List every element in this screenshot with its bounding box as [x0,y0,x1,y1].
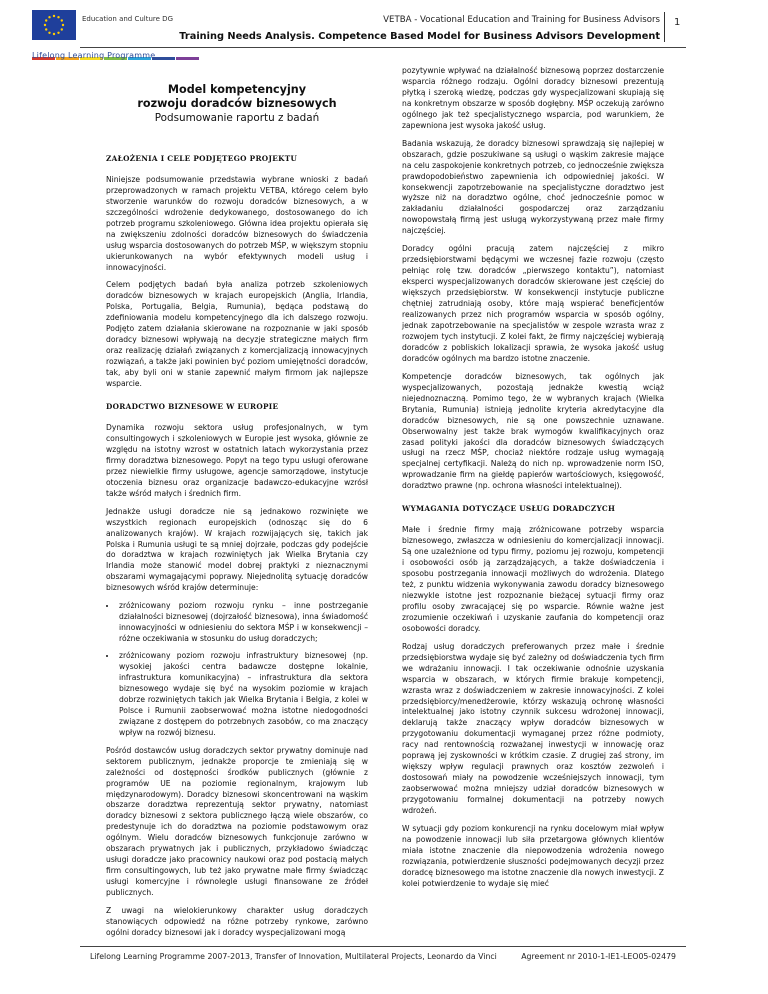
paragraph: Rodzaj usług doradczych preferowanych przez małe i średnie przedsiębiorstwa wydaje się być zależny od doświadczenia tych firm we wdrażaniu innowacji. I tak oczekiwanie odnośnie uzyskania wsparcia w obszarach, w których firmie brakuje kompetencji, wzrasta wraz z doświadczeniem w zakresie innowacyjności. Z kolei przedsiębiorcy/menedżerowie, którzy wskazują ochronę własności intelektualnej jako istotny czynnik sukcesu wdrożonej innowacji, deklarują także znaczący wpływ doradców biznesowych w przygotowaniu dokumentacji wymaganej przez różne podmioty, racy nad rentownością rozważanej inwestycji w innowację oraz poprawą jej zyskowności w krótkim czasie. Z drugiej zaś strony, im większy wpływ regulacji prawnych oraz kosztów zezwoleń i dostosowań miały na powodzenie wcześniejszych innowacji, tym zaobserwować można mniejszy udział doradców biznesowych w przygotowaniu formalnej dokumentacji na potrzeby nowych wdrożeń. [402,641,664,816]
footer-agreement: Agreement nr 2010-1-IE1-LEO05-02479 [521,952,676,961]
eu-star-icon [48,16,50,18]
header-separator [664,12,665,42]
paragraph: Badania wskazują, że doradcy biznesowi sprawdzają się najlepiej w obszarach, gdzie poszukiwane są usługi o wąskim zakresie mające na celu zaspokojenie konkretnych potrzeb, co jednocześnie zwiększa prawdopodobieństwo zapewnienia ich odpowiedniej jakości. W konsekwencji zapotrzebowanie na specjalistyczne doradztwo jest wyższe niż na doradztwo ogólne, choć jednocześnie pomoc w zakładaniu działalności gospodarczej oraz zarządzaniu nowopowstałą firmą jest usługą wykorzystywaną przez małe firmy najczęściej. [402,138,664,236]
paragraph: W sytuacji gdy poziom konkurencji na rynku docelowym miał wpływ na powodzenie innowacji lub siła przetargowa głównych klientów miała istotne znaczenie dla niepowodzenia wdrożenia nowego rozwiązania, potwierdzenie słuszności podejmowanych decyzji przez doradcę biznesowego ma istotne znaczenie dla nowych inwestycji. Z kolei potwierdzenie to wydaje się mieć [402,824,664,888]
footer-programme: Lifelong Learning Programme 2007-2013, Transfer of Innovation, Multilateral Projects, Leonardo da Vinci [90,952,497,961]
paragraph: Kompetencje doradców biznesowych, tak ogólnych jak wyspecjalizowanych, pozostają jednakże kwestią wciąż niejednoznaczną. Pomimo tego, że w wybranych krajach (Wielka Brytania, Rumunia) istnieją jednolite kryteria akredytacyjne dla doradców biznesowych, nie są one powszechnie uznawane. Obserwowalny jest także brak wymogów kwalifikacyjnych oraz zasad polityki jakości dla doradców biznesowych świadczących usługi na rzecz MŚP, chociaż niektóre rodzaje usług wymagają specjalnej certyfikacji. Należą do nich np. wprowadzenie norm ISO, wprowadzanie firm na giełdę papierów wartościowych, księgowość, doradztwo prawne (np. ochrona własności intelektualnej). [402,371,664,491]
report-subtitle: Podsumowanie raportu z badań [154,112,320,124]
eu-star-icon [57,16,59,18]
section-heading-europe: DORADCTWO BIZNESOWE W EUROPIE [106,402,279,412]
programme-logo-text: Lifelong Learning Programme [32,51,156,60]
paragraph: pozytywnie wpływać na działalność biznesową poprzez dostarczenie wsparcia różnego rodzaju. Ogólni doradcy biznesowi prezentują płytką i szeroką wiedzę, podczas gdy wyspecjalizowani skupiają się na konkretnym obszarze w sposób dogłębny. MŚP oczekują zarówno ogólnego jak też specjalistycznego wsparcia, pod warunkiem, że zapewniona jest wysoka jakość usług. [402,66,664,130]
report-title-block [106,83,368,124]
eu-star-icon [45,19,47,21]
eu-star-icon [44,24,46,26]
section-heading-goals: ZAŁOŻENIA I CELE PODJĘTEGO PROJEKTU [106,153,298,163]
eu-star-icon [62,24,64,26]
paragraph: Jednakże usługi doradcze nie są jednakowo rozwinięte we wszystkich regionach europejskich (odnosząc się do 6 analizowanych krajów). W krajach rozwijających się, takich jak Polska i Rumunia usługi te są mniej dojrzałe, podczas gdy podejście do doradztwa w krajach rozwiniętych jak Wielka Brytania czy Irlandia może stanowić model dobrej praktyki z nieznacznymi obszarami wymagającymi poprawy. Niejednolitą sytuację doradców biznesowych wśród krajów determinuje: [106,506,368,593]
eu-star-icon [45,28,47,30]
page-number: 1 [674,17,681,28]
paragraph: Małe i średnie firmy mają zróżnicowane potrzeby wsparcia biznesowego, zwłaszcza w odniesieniu do komercjalizacji innowacji. Są one uzależnione od typu firmy, poziomu jej rozwoju, kompetencji i osobowości osób ją zarządzających, a także doświadczenia i sposobu postrzegania innowacji możliwych do wdrożenia. Dlatego też, z punktu widzenia wykonywania zawodu doradcy biznesowego niezwykle istotne jest rozpoznanie bieżącej sytuacji firmy oraz profilu osoby zwracającej się po wsparcie. Równie ważne jest zrozumienie oczekiwań i uzyskanie zaufania do kompetencji oraz osobowości doradcy. [402,525,664,633]
eu-star-icon [48,32,50,34]
paragraph: Celem podjętych badań była analiza potrzeb szkoleniowych doradców biznesowych w krajach europejskich (Anglia, Irlandia, Polska, Portugalia, Belgia, Rumunia), będąca podstawą do zdefiniowania modelu kompetencyjnego dla ich dalszego rozwoju. Podjęto zatem działania skierowane na rozpoznanie w jaki sposób doradcy biznesowi wpływają na decyzje strategiczne małych firm oraz realizację działań związanych z komercjalizacją innowacyjnych rozwiązań, a także jaki powinien być poziom umiejętności doradców, tak, aby byli oni w stanie zapewnić małym firmom jak najlepsze wsparcie. [106,280,368,389]
paragraph: Doradcy ogólni pracują zatem najczęściej z mikro przedsiębiorstwami będącymi we wczesnej fazie rozwoju (często pełniąc rolę tzw. doradców „pierwszego kontaktu”), natomiast eksperci wyspecjalizowanych doradców skierowane jest częściej do większych przedsiębiorstw. W konsekwencji instytucje publiczne chętniej zatrudniają osoby, które mają wspierać beneficjentów realizowanych przez nich programów wsparcia w sposób ogólny, jednak zapotrzebowanie na specjalistów w zespole wzrasta wraz z rozwojem tych instytucji. Z kolei fakt, że firmy najczęściej wybierają doradców z pobliskich lokalizacji sprawia, że wysoka jakość usług doradców ogólnych ma bardzo istotne znaczenie. [402,244,664,363]
header-project-name: VETBA - Vocational Education and Training for Business Advisors [383,15,660,25]
eu-star-icon [61,19,63,21]
logo-caption: Education and Culture DG [82,15,173,23]
eu-star-icon [61,28,63,30]
report-title-line1: Model kompetencyjny [167,83,307,96]
section-heading-requirements: WYMAGANIA DOTYCZĄCE USŁUG DORADCZYCH [402,504,616,514]
paragraph: Z uwagi na wielokierunkowy charakter usług doradczych stanowiących odpowiedź na różne potrzeby rynkowe, zarówno ogólni doradcy biznesowi jak i doradcy wyspecjalizowani mogą [106,906,368,937]
header-document-title: Training Needs Analysis. Competence Based Model for Business Advisors Development [179,31,660,42]
report-title-line2: rozwoju doradców biznesowych [137,97,337,110]
eu-star-icon [53,33,55,35]
bullet-list [106,601,368,738]
paragraph: Dynamika rozwoju sektora usług profesjonalnych, w tym consultingowych i szkoleniowych w Europie jest wysoka, głównie ze względu na istotny wzrost w ostatnich latach wykorzystania przez firmy doradztwa biznesowego. Popyt na tego typu usługi oferowane przez niewielkie firmy usługowe, agencje samorządowe, instytucje otoczenia biznesu oraz organizacje badawczo-edukacyjne wzrósł także wśród małych i średnich firm. [106,422,368,498]
right-column [402,66,664,897]
eu-star-icon [53,15,55,17]
left-column [106,83,368,946]
header-rule [80,47,686,48]
paragraph: Pośród dostawców usług doradczych sektor prywatny dominuje nad sektorem publicznym, jednakże proporcje te zmieniają się w zależności od dostępności środków publicznych (głównie z programów UE na poziomie regionalnym, krajowym lub międzynarodowym). Doradcy biznesowi skoncentrowani na wąskim obszarze doradztwa reprezentują sektor prywatny, natomiast doradcy biznesowi z sektora publicznego łączą wiele obszarów, co predestynuje ich do doradztwa na poziomie podstawowym oraz ogólnym. Wielu doradców biznesowych funkcjonuje zarówno w obszarach prywatnych jak i publicznych, przykładowo świadcząc usługi doradcze jako pracownicy naukowi oraz pod postacią małych firm consultingowych, lub też jako prywatne małe firmy świadcząc usługi komercyjne i równolegle usługi finansowane ze źródeł publicznych. [106,745,368,898]
footer-rule [80,946,686,947]
eu-flag-icon [32,10,76,40]
list-item: • zróżnicowany poziom rozwoju rynku – inne postrzeganie działalności biznesowej (dojrzałość biznesowa), inna świadomość innowacyjności w odniesieniu do sektora MŚP i w konsekwencji – różne oczekiwania w stosunku do usług doradczych; [117,601,368,645]
list-item: • zróżnicowany poziom rozwoju infrastruktury biznesowej (np. wysokiej jakości centra badawcze dostępne lokalnie, infrastruktura komunikacyjna) – infrastruktura dla sektora biznesowego wydaje się być na wysokim poziomie w krajach dobrze rozwiniętych takich jak Wielka Brytania i Belgia, z kolei w Polsce i Rumunii zaobserwować można istotne niedogodności związane z dostępem do potrzebnych zasobów, co ma znaczący wpływ na rozwój biznesu. [117,651,368,739]
eu-star-icon [57,32,59,34]
paragraph: Niniejsze podsumowanie przedstawia wybrane wnioski z badań przeprowadzonych w ramach projektu VETBA, którego celem było stworzenie warunków do rozwoju doradców biznesowych, a w szczególności wdrożenie dedykowanego, dostosowanego do ich potrzeb programu szkoleniowego. Główna idea projektu opierała się na zwiększeniu zdolności doradców biznesowych do świadczenia usług wsparcia dostosowanych do potrzeb MŚP, w większym stopniu ukierunkowanych na wybór efektywnych modeli usług i innowacyjności. [106,174,368,272]
